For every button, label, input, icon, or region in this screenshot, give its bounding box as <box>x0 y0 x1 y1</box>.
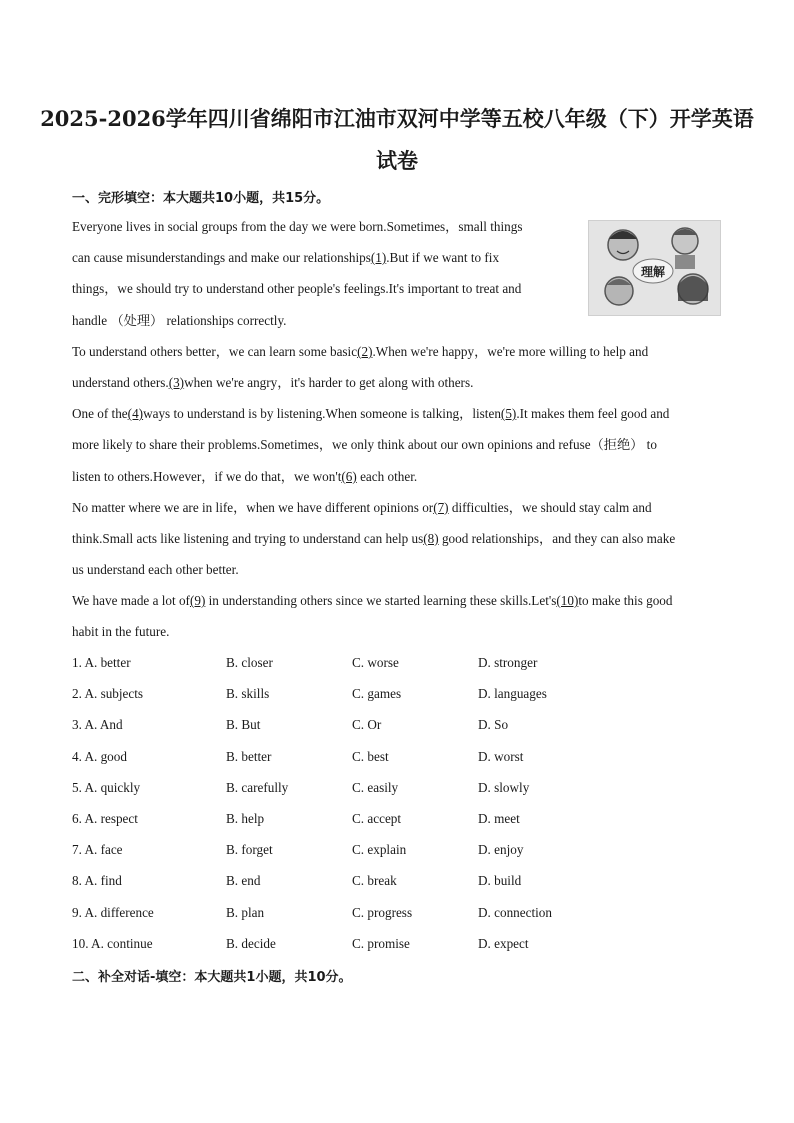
option-c[interactable]: C. best <box>352 748 389 764</box>
passage-text: No matter where we are in life，when we have different opinions or <box>72 500 434 515</box>
option-d[interactable]: D. slowly <box>478 779 530 795</box>
option-c[interactable]: C. promise <box>352 935 410 951</box>
blank-marker: (6) <box>341 469 357 484</box>
blank-marker: (3) <box>168 375 185 390</box>
option-c[interactable]: C. explain <box>352 842 407 858</box>
passage-line <box>72 217 522 237</box>
section-2-heading: 二、补全对话-填空：本大题共1小题，共10分。 <box>72 970 352 985</box>
option-b[interactable]: B. carefully <box>226 779 289 795</box>
option-a[interactable]: 7. A. face <box>72 842 123 858</box>
blank-marker: (5) <box>500 406 517 421</box>
passage-text: habit in the future. <box>72 624 170 639</box>
illustration-label: 理解 <box>640 265 666 279</box>
option-c[interactable]: C. accept <box>352 811 402 826</box>
option-d[interactable]: D. stronger <box>478 655 538 670</box>
passage-text: difficulties，we should stay calm and <box>448 500 652 515</box>
passage-line <box>72 467 417 487</box>
passage-text: each other. <box>356 469 418 484</box>
option-a[interactable]: 4. A. good <box>72 748 127 764</box>
people-illustration-icon <box>589 221 720 315</box>
passage-text: One of the <box>72 406 128 421</box>
passage-line <box>72 404 669 424</box>
option-b[interactable]: B. But <box>226 717 261 733</box>
option-c[interactable]: C. break <box>352 873 397 889</box>
passage-text: us understand each other better. <box>72 562 239 577</box>
option-b[interactable]: B. better <box>226 748 272 764</box>
question-row <box>72 934 722 954</box>
passage-line <box>72 311 286 331</box>
passage-line <box>72 591 673 611</box>
blank-marker: (8) <box>423 531 439 546</box>
passage-text: Everyone lives in social groups from the day we were born.Sometimes，small things <box>72 219 523 234</box>
option-a[interactable]: 10. A. continue <box>72 935 153 951</box>
question-row <box>72 871 722 891</box>
blank-marker: (2) <box>357 344 373 359</box>
option-c[interactable]: C. games <box>352 686 402 702</box>
passage-text: in understanding others since we started learning these skills.Let's <box>205 593 557 608</box>
passage-text: can cause misunderstandings and make our relationships <box>72 250 371 265</box>
question-row <box>72 653 722 673</box>
blank-marker: (9) <box>189 593 206 608</box>
option-a[interactable]: 2. A. subjects <box>72 686 144 702</box>
option-d[interactable]: D. build <box>478 873 522 889</box>
passage-text: .When we're happy，we're more willing to help and <box>372 344 649 359</box>
option-b[interactable]: B. decide <box>226 935 276 951</box>
passage-text: to make this good <box>578 593 673 608</box>
option-d[interactable]: D. worst <box>478 748 524 764</box>
passage-text: good relationships，and they can also make <box>438 531 676 546</box>
passage-text: think.Small acts like listening and trying to understand can help us <box>72 531 424 546</box>
question-row <box>72 903 722 923</box>
page-title: 2025-2026学年四川省绵阳市江油市双河中学等五校八年级（下）开学英语试卷 <box>40 106 754 173</box>
option-d[interactable]: D. languages <box>478 686 547 702</box>
option-a[interactable]: 9. A. difference <box>72 904 154 920</box>
passage-text: more likely to share their problems.Sometimes，we only think about our own opinions and refuse（拒绝） to <box>72 437 657 452</box>
option-b[interactable]: B. end <box>226 873 261 889</box>
option-d[interactable]: D. So <box>478 717 509 733</box>
option-d[interactable]: D. connection <box>478 904 552 920</box>
option-d[interactable]: D. meet <box>478 811 520 826</box>
blank-marker: (1) <box>370 250 387 265</box>
passage-line <box>72 498 652 518</box>
option-b[interactable]: B. closer <box>226 655 273 670</box>
option-c[interactable]: C. Or <box>352 717 382 733</box>
question-row <box>72 684 722 704</box>
option-d[interactable]: D. enjoy <box>478 842 524 858</box>
question-row <box>72 715 722 735</box>
passage-line <box>72 529 675 549</box>
question-row <box>72 778 722 798</box>
passage-text: .It makes them feel good and <box>516 406 670 421</box>
passage-text: .But if we want to fix <box>386 250 500 265</box>
passage-text: handle （处理） relationships correctly. <box>72 313 287 328</box>
understanding-illustration <box>588 220 721 316</box>
blank-marker: (7) <box>433 500 449 515</box>
blank-marker: (4) <box>127 406 144 421</box>
question-row <box>72 809 722 829</box>
section-1-heading: 一、完形填空：本大题共10小题，共15分。 <box>72 191 330 206</box>
passage-line <box>72 279 521 299</box>
passage-line <box>72 342 648 362</box>
option-c[interactable]: C. progress <box>352 904 413 920</box>
option-a[interactable]: 6. A. respect <box>72 811 138 826</box>
option-b[interactable]: B. skills <box>226 686 270 702</box>
passage-text: understand others. <box>72 375 169 390</box>
option-a[interactable]: 5. A. quickly <box>72 779 141 795</box>
passage-line <box>72 373 473 393</box>
question-row <box>72 840 722 860</box>
option-c[interactable]: C. easily <box>352 779 399 795</box>
option-a[interactable]: 8. A. find <box>72 873 122 889</box>
passage-line <box>72 248 499 268</box>
passage-text: things，we should try to understand other people's feelings.It's important to treat and <box>72 281 522 296</box>
blank-marker: (10) <box>556 593 579 608</box>
passage-line <box>72 560 239 580</box>
passage-text: when we're angry，it's harder to get along with others. <box>184 375 474 390</box>
passage-line <box>72 622 169 642</box>
option-b[interactable]: B. help <box>226 811 265 826</box>
passage-text: To understand others better，we can learn some basic <box>72 344 358 359</box>
option-a[interactable]: 1. A. better <box>72 655 131 670</box>
option-b[interactable]: B. forget <box>226 842 273 858</box>
passage-text: ways to understand is by listening.When someone is talking，listen <box>143 406 501 421</box>
passage-line <box>72 435 657 455</box>
option-c[interactable]: C. worse <box>352 655 399 670</box>
option-d[interactable]: D. expect <box>478 935 529 951</box>
passage-text: listen to others.However，if we do that，we won't <box>72 469 342 484</box>
option-a[interactable]: 3. A. And <box>72 717 123 733</box>
passage-text: We have made a lot of <box>72 593 190 608</box>
question-row <box>72 747 722 767</box>
option-b[interactable]: B. plan <box>226 904 265 920</box>
